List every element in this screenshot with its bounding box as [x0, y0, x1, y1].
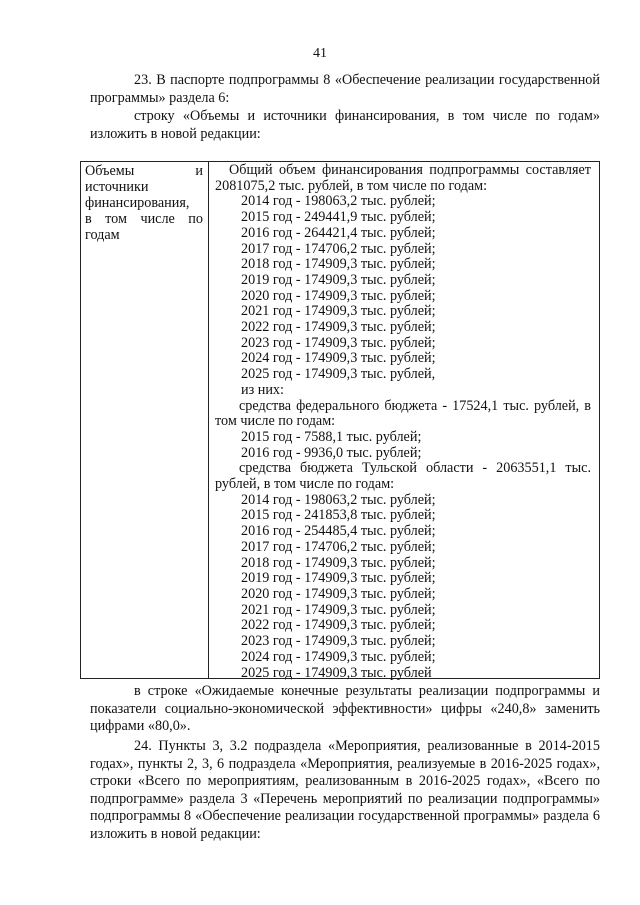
year-line: 2014 год - 198063,2 тыс. рублей; — [241, 193, 436, 210]
regional-budget-text: средства бюджета Тульской области - 2063551,1 тыс. рублей, в том числе по годам: — [215, 460, 591, 493]
year-line: 2015 год - 241853,8 тыс. рублей; — [241, 507, 436, 524]
year-line: 2014 год - 198063,2 тыс. рублей; — [241, 491, 436, 508]
year-line: 2018 год - 174909,3 тыс. рублей; — [241, 554, 436, 571]
left-cell-line: годам — [85, 227, 120, 243]
of-them-label: из них: — [241, 381, 284, 398]
item-23-intro: 23. В паспорте подпрограммы 8 «Обеспечение реализации государственной программы» раздела 6: — [90, 72, 600, 106]
year-line: 2015 год - 7588,1 тыс. рублей; — [241, 428, 422, 445]
item-24-paragraph: 24. Пункты 3, 3.2 подраздела «Мероприятия, реализованные в 2014-2015 годах», пункты 2, 3, 6 подраздела «Мероприятия, реализуемые в 2016-2025 годах», строки «Всего по мероприятиям, реализованным в 2016-2025 годах», «Всего по подпрограмме» раздела 3 «Перечень мероприятий по реализации подпрограммы» подпрограммы 8 «Обеспечение реализации государственной программы» раздела 6 изложить в новой редакции: — [90, 738, 600, 842]
total-by-year-list — [215, 194, 591, 398]
year-line: 2016 год - 264421,4 тыс. рублей; — [241, 224, 436, 241]
page-number: 41 — [313, 46, 327, 61]
year-line: 2016 год - 9936,0 тыс. рублей; — [241, 444, 422, 461]
year-line: 2019 год - 174909,3 тыс. рублей; — [241, 271, 436, 288]
year-line: 2016 год - 254485,4 тыс. рублей; — [241, 523, 436, 540]
financing-table — [80, 161, 600, 679]
year-line: 2021 год - 174909,3 тыс. рублей; — [241, 601, 436, 618]
year-line: 2021 год - 174909,3 тыс. рублей; — [241, 303, 436, 320]
year-line: 2024 год - 174909,3 тыс. рублей; — [241, 350, 436, 367]
federal-budget-text: средства федерального бюджета - 17524,1 тыс. рублей, в том числе по годам: — [215, 397, 591, 430]
left-cell-line: финансирования, — [85, 195, 190, 211]
year-line: 2025 год - 174909,3 тыс. рублей, — [241, 366, 436, 383]
year-line: 2017 год - 174706,2 тыс. рублей; — [241, 240, 436, 257]
year-line: 2022 год - 174909,3 тыс. рублей; — [241, 319, 436, 336]
year-line: 2015 год - 249441,9 тыс. рублей; — [241, 209, 436, 226]
regional-by-year-list — [215, 493, 591, 681]
year-line: 2017 год - 174706,2 тыс. рублей; — [241, 538, 436, 555]
year-line: 2023 год - 174909,3 тыс. рублей; — [241, 633, 436, 650]
left-cell-line: Объемы и — [85, 163, 203, 179]
year-line: 2025 год - 174909,3 тыс. рублей — [241, 664, 432, 681]
table-left-cell — [85, 163, 203, 243]
year-line: 2019 год - 174909,3 тыс. рублей; — [241, 570, 436, 587]
left-cell-line: источники — [85, 179, 149, 195]
item-23-instruction: строку «Объемы и источники финансирования, в том числе по годам» изложить в новой редакции: — [90, 108, 600, 142]
year-line: 2018 год - 174909,3 тыс. рублей; — [241, 256, 436, 273]
left-cell-line: в том числе по — [85, 211, 203, 227]
year-line: 2023 год - 174909,3 тыс. рублей; — [241, 334, 436, 351]
year-line: 2020 год - 174909,3 тыс. рублей; — [241, 585, 436, 602]
year-line: 2020 год - 174909,3 тыс. рублей; — [241, 287, 436, 304]
table-column-divider — [208, 162, 209, 678]
federal-by-year-list — [215, 430, 591, 461]
total-financing-text: Общий объем финансирования подпрограммы составляет 2081075,2 тыс. рублей, в том числе по годам: — [215, 162, 591, 194]
year-line: 2022 год - 174909,3 тыс. рублей; — [241, 617, 436, 634]
table-right-cell — [215, 163, 591, 681]
year-line: 2024 год - 174909,3 тыс. рублей; — [241, 648, 436, 665]
expected-results-paragraph: в строке «Ожидаемые конечные результаты реализации подпрограммы и показатели социально-экономической эффективности» цифры «240,8» заменить цифрами «80,0». — [90, 683, 600, 734]
